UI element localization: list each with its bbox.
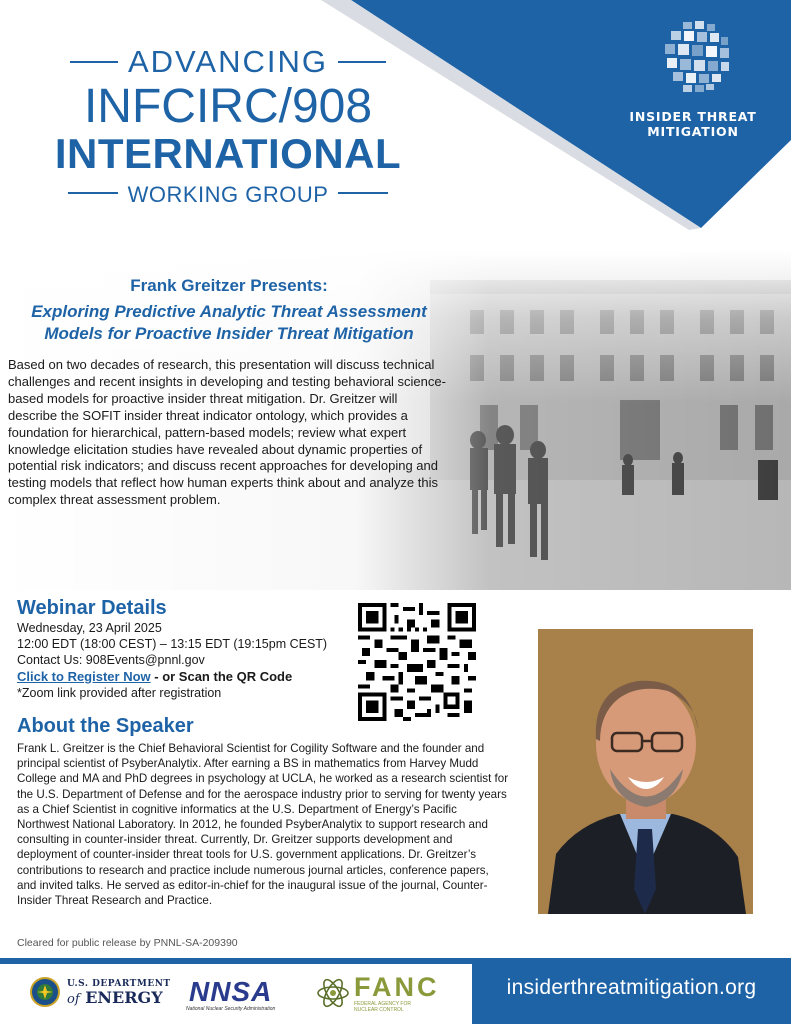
- insider-threat-mitigation-logo: [628, 18, 758, 139]
- logo-advancing: ADVANCING: [127, 44, 328, 79]
- presenter-heading: Frank Greitzer Presents:: [130, 276, 328, 295]
- webinar-time: 12:00 EDT (18:00 CEST) – 13:15 EDT (19:15pm CEST): [17, 637, 328, 652]
- doe-of: of: [67, 992, 80, 1007]
- logo-working-group: WORKING GROUP: [127, 182, 329, 207]
- about-speaker: [17, 715, 509, 908]
- contact-label: Contact Us:: [17, 653, 86, 668]
- website-link[interactable]: insiderthreatmitigation.org: [506, 976, 757, 999]
- doe-logo: [30, 977, 171, 1007]
- webinar-date: Wednesday, 23 April 2025: [17, 621, 162, 635]
- doe-seal-icon: [30, 977, 60, 1007]
- infcirc-logo: [48, 44, 408, 210]
- doe-energy: ENERGY: [85, 988, 163, 1007]
- contact-line: [17, 652, 347, 668]
- about-heading: About the Speaker: [17, 715, 194, 737]
- abstract-text: Based on two decades of research, this presentation will discuss technical challenges and recent insights in developing and testing behavioral science-based models for proactive insider threat mitigation. Dr. Greitzer will describe the SOFIT insider threat indicator ontology, which provides a foundation for hierarchical, pattern-based models; review what expert knowledge elicitation studies have revealed about dynamic properties of potential risk indicators; and discuss recent approaches for developing and testing models that reflect how human experts think about and analyze this complex threat assessment problem.: [8, 357, 446, 508]
- talk-title: [0, 301, 458, 345]
- webinar-details: [17, 597, 347, 701]
- register-suffix: - or Scan the QR Code: [150, 668, 293, 684]
- webinar-heading: Webinar Details: [17, 597, 167, 619]
- zoom-note: *Zoom link provided after registration: [17, 685, 222, 700]
- register-link[interactable]: Click to Register Now: [17, 668, 151, 684]
- logo-international: INTERNATIONAL: [54, 130, 402, 177]
- globe-icon: [645, 18, 741, 98]
- speaker-bio: Frank L. Greitzer is the Chief Behavioral Scientist for Cogility Software and the founder and principal scientist of PsyberAnalytix. After earning a BS in mathematics from Harvey Mudd College and MA and PhD degrees in psychology at UCLA, he worked as a research scientist for the U.S. Department of Defense and for the aerospace industry prior to serving for twenty years as a Chief Scientist in cognitive informatics at the U.S. Department of Energy’s Pacific Northwest National Laboratory. In 2012, he founded PsyberAnalytix to support research and consulting in counter-insider threat. Currently, Dr. Greitzer supports development and deployment of counter-insider threat tools for U.S. government applications. Dr. Greitzer’s contributions to research and practice include numerous journal articles, conference papers, and invited talks. He served as editor-in-chief for the inaugural issue of the journal, Counter-Insider Threat Research and Practice.: [17, 742, 509, 908]
- itm-line1: INSIDER THREAT: [629, 109, 757, 124]
- register-line: [17, 669, 347, 685]
- nnsa-subtitle: National Nuclear Security Administration: [186, 1006, 276, 1012]
- clearance-note: Cleared for public release by PNNL-SA-209390: [17, 937, 238, 949]
- itm-line2: MITIGATION: [647, 124, 739, 139]
- fanc-sub2: NUCLEAR CONTROL: [354, 1007, 404, 1013]
- speaker-photo: [538, 629, 753, 914]
- contact-email-link[interactable]: 908Events@pnnl.gov: [85, 653, 205, 668]
- nnsa-wordmark: NNSA: [188, 976, 273, 1007]
- header: [0, 0, 791, 250]
- logo-infcirc: INFCIRC/908: [83, 80, 373, 133]
- atom-icon: [316, 976, 350, 1010]
- fanc-logo: [316, 973, 440, 1013]
- talk-title-line1: Exploring Predictive Analytic Threat Assessment: [31, 302, 427, 321]
- qr-code[interactable]: [358, 603, 476, 721]
- fanc-sub1: FEDERAL AGENCY FOR: [354, 1001, 411, 1007]
- doe-small-text: U.S. DEPARTMENT: [67, 979, 171, 989]
- fanc-wordmark: FANC: [354, 972, 440, 1002]
- nnsa-logo: [186, 978, 275, 1012]
- talk-title-line2: Models for Proactive Insider Threat Mitigation: [44, 324, 414, 343]
